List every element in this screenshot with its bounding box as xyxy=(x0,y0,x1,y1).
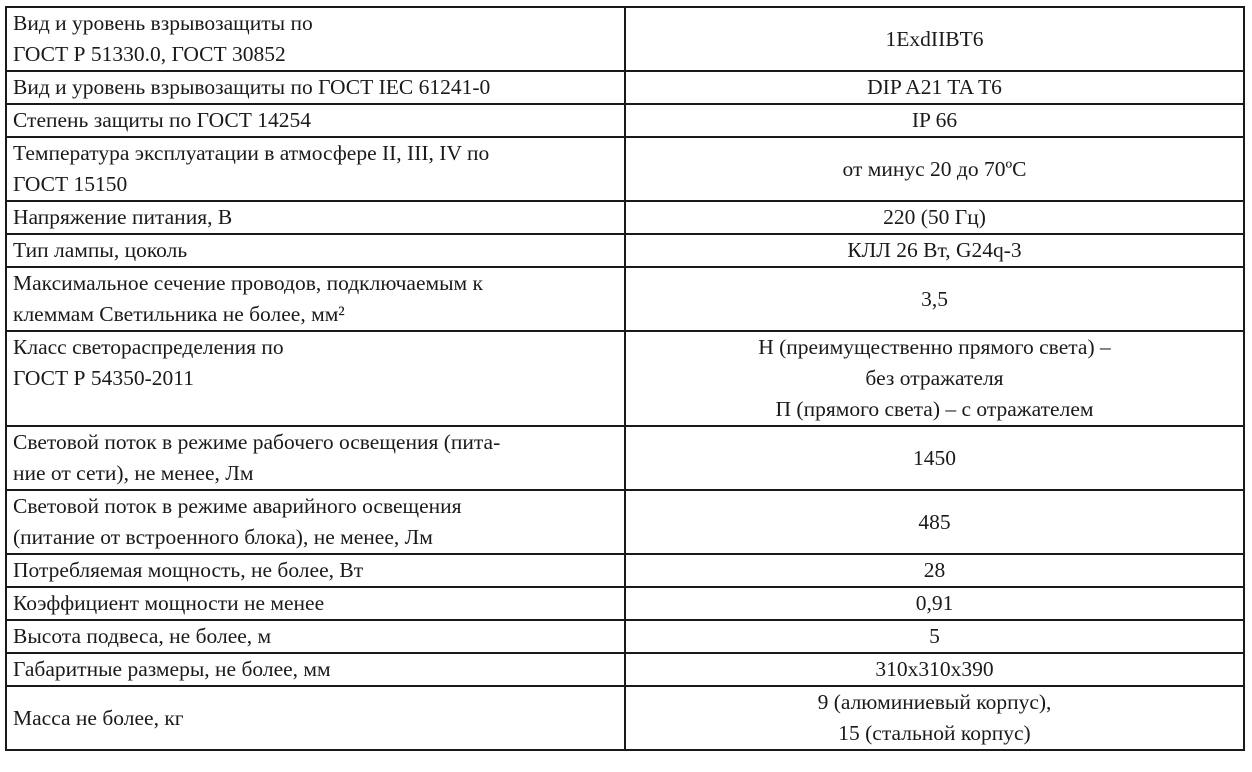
label-line: Потребляемая мощность, не более, Вт xyxy=(13,558,364,582)
row-value xyxy=(625,234,1244,267)
label-line: Световой поток в режиме рабочего освещения (пита- xyxy=(13,430,501,454)
table-row xyxy=(6,587,1244,620)
row-value xyxy=(625,331,1244,426)
label-line: Степень защиты по ГОСТ 14254 xyxy=(13,108,311,132)
row-label xyxy=(6,104,625,137)
row-value xyxy=(625,554,1244,587)
label-line: ние от сети), не менее, Лм xyxy=(13,461,254,485)
row-label xyxy=(6,426,625,490)
value-line: 0,91 xyxy=(915,591,954,615)
row-label xyxy=(6,7,625,71)
value-line: 9 (алюминиевый корпус), xyxy=(817,690,1052,714)
table-row xyxy=(6,554,1244,587)
label-line: (питание от встроенного блока), не менее, Лм xyxy=(13,525,433,549)
label-line: Коэффициент мощности не менее xyxy=(13,591,325,615)
row-label xyxy=(6,234,625,267)
table-row xyxy=(6,71,1244,104)
value-line: 15 (стальной корпус) xyxy=(838,721,1031,745)
value-line: DIP A21 TA T6 xyxy=(867,75,1002,99)
row-label xyxy=(6,587,625,620)
table-row xyxy=(6,267,1244,331)
label-line: ГОСТ 15150 xyxy=(13,172,128,196)
label-line: Класс светораспределения по xyxy=(13,335,284,359)
value-line: П (прямого света) – с отражателем xyxy=(775,397,1094,421)
row-label xyxy=(6,686,625,750)
row-label xyxy=(6,201,625,234)
value-line: 3,5 xyxy=(921,286,948,311)
row-value xyxy=(625,653,1244,686)
label-line: Тип лампы, цоколь xyxy=(13,238,188,262)
row-value xyxy=(625,104,1244,137)
row-label xyxy=(6,620,625,653)
row-value xyxy=(625,137,1244,201)
label-line: Масса не более, кг xyxy=(13,705,184,730)
row-label xyxy=(6,554,625,587)
value-line: IP 66 xyxy=(911,108,958,132)
row-value xyxy=(625,71,1244,104)
specifications-table xyxy=(5,6,1245,751)
label-line: Вид и уровень взрывозащиты по xyxy=(13,11,313,35)
table-row xyxy=(6,201,1244,234)
value-line: КЛЛ 26 Вт, G24q-3 xyxy=(847,238,1022,262)
table-row xyxy=(6,331,1244,426)
row-label xyxy=(6,490,625,554)
row-label xyxy=(6,331,625,426)
value-line: 1ExdIIBT6 xyxy=(885,26,984,51)
row-value xyxy=(625,620,1244,653)
value-line: от минус 20 до 70ºС xyxy=(842,156,1027,181)
table-row xyxy=(6,104,1244,137)
row-label xyxy=(6,267,625,331)
table-row xyxy=(6,653,1244,686)
row-value xyxy=(625,201,1244,234)
value-line: 5 xyxy=(929,624,940,648)
value-line: 1450 xyxy=(913,445,956,470)
label-line: Высота подвеса, не более, м xyxy=(13,624,272,648)
label-line: Габаритные размеры, не более, мм xyxy=(13,657,331,681)
label-line: Световой поток в режиме аварийного освещения xyxy=(13,494,462,518)
row-value xyxy=(625,267,1244,331)
table-row xyxy=(6,7,1244,71)
row-value xyxy=(625,587,1244,620)
row-value xyxy=(625,426,1244,490)
value-line: без отражателя xyxy=(865,366,1004,390)
label-line: ГОСТ Р 54350-2011 xyxy=(13,366,194,390)
label-line: клеммам Светильника не более, мм² xyxy=(13,302,345,326)
table-row xyxy=(6,234,1244,267)
table-row xyxy=(6,686,1244,750)
value-line: Н (преимущественно прямого света) – xyxy=(758,335,1111,359)
value-line: 485 xyxy=(918,509,951,534)
table-row xyxy=(6,137,1244,201)
label-line: Температура эксплуатации в атмосфере II, III, IV по xyxy=(13,141,490,165)
label-line: ГОСТ Р 51330.0, ГОСТ 30852 xyxy=(13,42,286,66)
label-line: Напряжение питания, В xyxy=(13,205,233,229)
value-line: 220 (50 Гц) xyxy=(883,205,986,229)
row-label xyxy=(6,653,625,686)
table-row xyxy=(6,490,1244,554)
table-row xyxy=(6,620,1244,653)
table-row xyxy=(6,426,1244,490)
label-line: Вид и уровень взрывозащиты по ГОСТ IEC 61241-0 xyxy=(13,75,491,99)
label-line: Максимальное сечение проводов, подключаемым к xyxy=(13,271,483,295)
value-line: 310х310х390 xyxy=(875,657,994,681)
row-value xyxy=(625,7,1244,71)
row-label xyxy=(6,71,625,104)
row-value xyxy=(625,490,1244,554)
value-line: 28 xyxy=(923,558,946,582)
row-label xyxy=(6,137,625,201)
row-value xyxy=(625,686,1244,750)
